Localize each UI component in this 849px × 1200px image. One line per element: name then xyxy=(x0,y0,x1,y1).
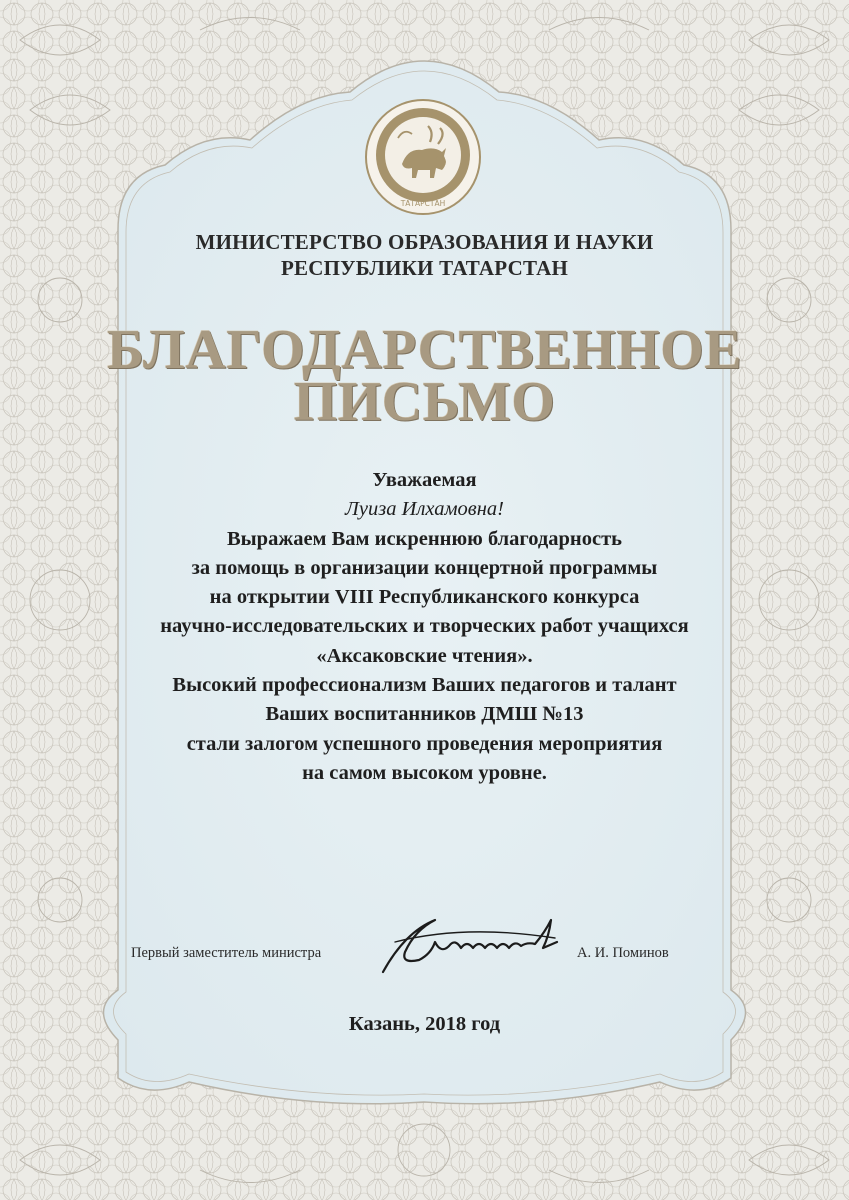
signer-position: Первый заместитель министра xyxy=(131,945,322,961)
letter-line: стали залогом успешного проведения мероприятия xyxy=(186,732,663,755)
letter-line: Луиза Илхамовна! xyxy=(345,498,504,521)
document-title-line2: ПИСЬМО xyxy=(293,371,556,433)
ministry-name-line2: РЕСПУБЛИКИ ТАТАРСТАН xyxy=(280,256,569,280)
letter-line: научно-исследовательских и творческих работ учащихся xyxy=(160,615,689,638)
place-and-date: Казань, 2018 год xyxy=(348,1013,501,1035)
letter-line: за помощь в организации концертной программы xyxy=(191,556,658,579)
letter-line: на самом высоком уровне. xyxy=(302,761,547,784)
signer-name: А. И. Поминов xyxy=(577,945,669,961)
emblem-text: ТАТАРСТАН xyxy=(400,199,446,208)
letter-body xyxy=(80,466,769,788)
ministry-name-line1: МИНИСТЕРСТВО ОБРАЗОВАНИЯ И НАУКИ xyxy=(195,230,654,254)
letter-line: «Аксаковские чтения». xyxy=(316,644,533,667)
tatarstan-emblem xyxy=(364,98,482,216)
handwritten-signature xyxy=(375,902,565,980)
letter-line: Ваших воспитанников ДМШ №13 xyxy=(265,703,584,726)
letter-line: Уважаемая xyxy=(372,469,477,491)
letter-line: Выражаем Вам искреннюю благодарность xyxy=(227,527,622,550)
document-title-line1: БЛАГОДАРСТВЕННОЕ xyxy=(106,319,743,381)
letter-line: на открытии VIII Республиканского конкурса xyxy=(209,586,640,609)
letter-line: Высокий профессионализм Ваших педагогов и талант xyxy=(172,674,677,697)
